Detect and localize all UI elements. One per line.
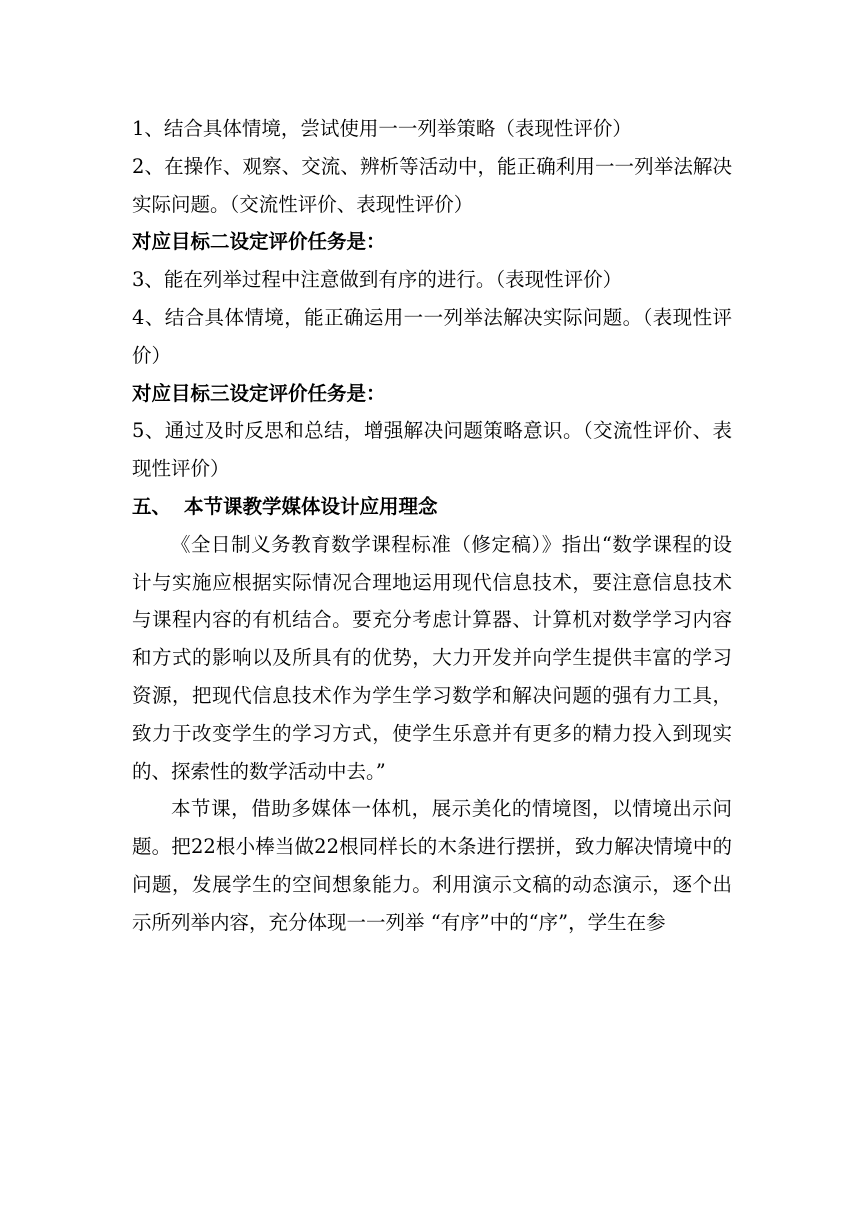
goal-3-heading: 对应目标三设定评价任务是： — [132, 381, 386, 405]
section-5-heading — [132, 488, 732, 526]
evaluation-task-4: 4、结合具体情境，能正确运用一一列举法解决实际问题。（表现性评价） — [132, 305, 732, 367]
body-paragraph-1: 《全日制义务教育数学课程标准（修定稿）》指出“数学课程的设计与实施应根据实际情况合理地运用现代信息技术，要注意信息技术与课程内容的有机结合。要充分考虑计算器、计算机对数学学习内容和方式的影响以及所具有的优势，大力开发并向学生提供丰富的学习资源，把现代信息技术作为学生学习数学和解决问题的强有力工具，致力于改变学生的学习方式，使学生乐意并有更多的精力投入到现实的、探索性的数学活动中去。” — [132, 532, 732, 783]
evaluation-task-3: 3、能在列举过程中注意做到有序的进行。（表现性评价） — [132, 268, 623, 292]
goal-2-heading: 对应目标二设定评价任务是： — [132, 230, 386, 254]
evaluation-task-5: 5、通过及时反思和总结，增强解决问题策略意识。（交流性评价、表现性评价） — [132, 419, 732, 481]
evaluation-task-1: 1、结合具体情境，尝试使用一一列举策略（表现性评价） — [132, 117, 632, 140]
body-paragraph-2: 本节课，借助多媒体一体机，展示美化的情境图，以情境出示问题。把22根小棒当做22根同样长的木条进行摆拼，致力解决情境中的问题，发展学生的空间想象能力。利用演示文稿的动态演示，逐个出示所列举内容，充分体现一一列举 “有序”中的“序”，学生在参 — [132, 797, 732, 934]
section-5-number: 五、 — [132, 494, 172, 518]
document-page — [132, 110, 732, 942]
evaluation-task-2: 2、在操作、观察、交流、辨析等活动中，能正确利用一一列举法解决实际问题。（交流性评价、表现性评价） — [132, 154, 732, 216]
section-5-title: 本节课教学媒体设计应用理念 — [184, 494, 438, 518]
